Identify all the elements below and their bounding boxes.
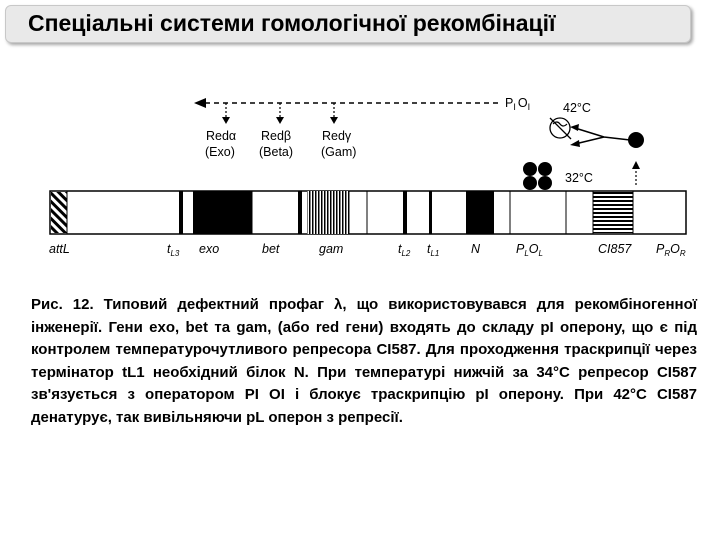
operator-pi-oi: $P_I$ $O_I$ — [505, 96, 531, 112]
segment-N — [466, 191, 494, 234]
label-tL3: $t_{L3}$ — [167, 242, 180, 258]
arrow-head — [194, 98, 206, 108]
product-beta: (Beta) — [259, 145, 294, 159]
label-tL1: $t_{L1}$ — [427, 242, 440, 258]
denatured-repressor-icon — [550, 118, 571, 139]
segment-exo — [193, 191, 252, 234]
product-red-alpha: Redα — [206, 129, 237, 143]
product-exo: (Exo) — [205, 145, 235, 159]
segment-attL — [51, 192, 67, 233]
label-PLOL: $P_LO_L$ — [516, 242, 543, 258]
down-arrow-gam — [330, 117, 338, 124]
label-attL: attL — [49, 242, 70, 256]
segment-bet-end — [298, 191, 302, 234]
up-arrow-ci857 — [632, 161, 640, 169]
label-bet: bet — [262, 242, 280, 256]
segment-cI857 — [593, 192, 633, 233]
genome-map — [50, 191, 686, 234]
product-red-beta: Redβ — [261, 129, 292, 143]
caption-text: Рис. 12. Типовий дефектний профаг λ, що використовувався для рекомбіногенної інженерії. Гени exo, bet та gam, (або red гени) входять до складу pI оперону, що є під контролем температурочутливого репресора CI587. Для проходження траскрипції через термінатор tL1 необхідний білок N. При температурі нижчій за 34°C репресор CI587 зв'язується з оператором PI OI і блокує трaскрипцію pI оперону. При 42°C CI587 денатурує, так вивільняючи pL оперон з репресії. — [31, 296, 697, 426]
label-PROR: $P_RO_R$ — [656, 242, 686, 258]
down-arrow-beta — [276, 117, 284, 124]
label-gam: gam — [319, 242, 344, 256]
down-arrow-exo — [222, 117, 230, 124]
repressor-arrows — [575, 128, 630, 144]
segment-tL1 — [429, 191, 432, 234]
temp-low-label: 32°C — [565, 171, 593, 185]
product-gam: (Gam) — [321, 145, 357, 159]
product-red-gamma: Redγ — [322, 129, 352, 143]
segment-gam — [307, 191, 349, 234]
repressor-tetramer-icon — [523, 162, 552, 190]
segment-tL2 — [403, 191, 407, 234]
label-cI857: CI857 — [598, 242, 632, 256]
segment-tL3 — [179, 191, 183, 234]
label-exo: exo — [199, 242, 220, 256]
page-title: Спеціальні системи гомологічної рекомбінації — [28, 10, 556, 36]
figure-caption — [31, 294, 697, 429]
temp-high-label: 42°C — [563, 101, 591, 115]
label-tL2: $t_{L2}$ — [398, 242, 411, 258]
label-N: N — [471, 242, 481, 256]
repressor-monomer-icon — [628, 132, 644, 148]
